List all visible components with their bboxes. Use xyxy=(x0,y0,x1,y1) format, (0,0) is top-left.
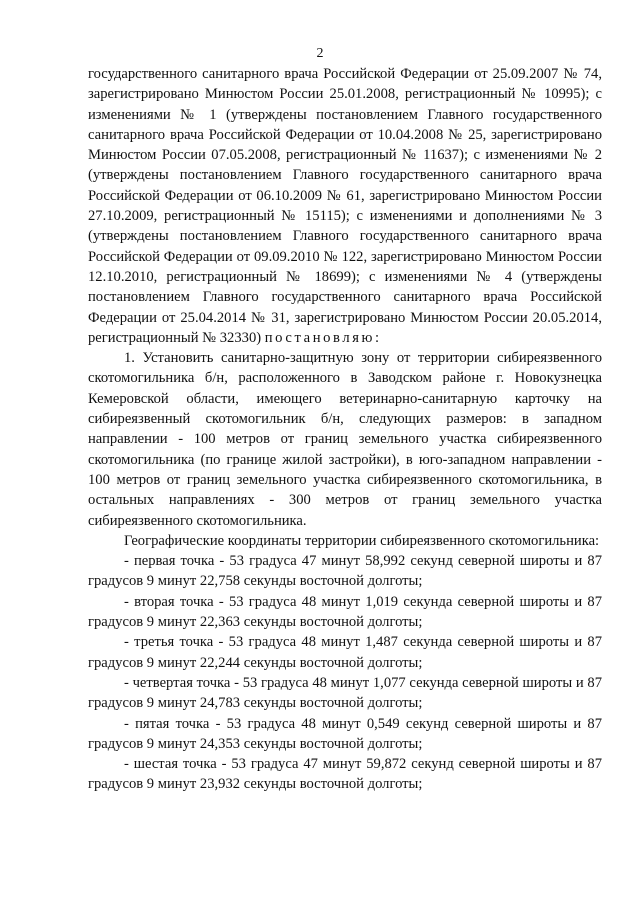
coordinate-point-4: - четвертая точка - 53 градуса 48 минут 1,077 секунда северной широты и 87 градусов 9 минут 24,783 секунды восточной долготы; xyxy=(88,674,602,712)
coordinate-point-3: - третья точка - 53 градуса 48 минут 1,487 секунда северной широты и 87 градусов 9 минут 22,244 секунды восточной долготы; xyxy=(88,634,602,671)
item-1-paragraph: 1. Установить санитарно-защитную зону от территории сибиреязвенного скотомогильника б/н, расположенного в Заводском районе г. Новокузнецка Кемеровской области, имеющего ветеринарно-санитарную карточку на сибиреязвенный скотомогильник б/н, следующих размеров: в западном направлении - 100 метров от границ земельного участка сибиреязвенного скотомогильника (по границе жилой застройки), в юго-западном направлении - 100 метров от границ земельного участка сибиреязвенного скотомогильника, в остальных направлениях - 300 метров от границ земельного участка сибиреязвенного скотомогильника. xyxy=(88,350,602,529)
page-number: 2 xyxy=(316,46,324,61)
coordinate-point-5: - пятая точка - 53 градуса 48 минут 0,549 секунд северной широты и 87 градусов 9 минут 24,353 секунды восточной долготы; xyxy=(88,715,602,752)
coordinates-intro: Географические координаты территории сибиреязвенного скотомогильника: xyxy=(124,532,600,549)
resolve-word: постановляю: xyxy=(264,329,382,346)
intro-text: государственного санитарного врача Российской Федерации от 25.09.2007 № 74, зарегистрировано Минюстом России 25.01.2008, регистрационный № 10995); с изменениями № 1 (утверждены постановлением Главного государственного санитарного врача Российской Федерации от 10.04.2008 № 25, зарегистрировано Минюстом России 07.05.2008, регистрационный № 11637); с изменениями № 2 (утверждены постановлением Главного государственного санитарного врача Российской Федерации от 06.10.2009 № 61, зарегистрировано Минюстом России 27.10.2009, регистрационный № 15115); с изменениями и дополнениями № 3 (утверждены постановлением Главного государственного санитарного врача Российской Федерации от 09.09.2010 № 122, зарегистрировано Минюстом России 12.10.2010, регистрационный № 18699); с изменениями № 4 (утверждены постановлением Главного государственного санитарного врача Российской Федерации от 25.04.2014 № 31, зарегистрировано Минюстом России 20.05.2014, регистрационный № 32330) xyxy=(88,66,602,346)
intro-paragraph xyxy=(88,64,602,348)
coordinate-point-6: - шестая точка - 53 градуса 47 минут 59,872 секунд северной широты и 87 градусов 9 минут 23,932 секунды восточной долготы; xyxy=(88,756,602,793)
document-body xyxy=(88,64,602,795)
coordinate-point-1: - первая точка - 53 градуса 47 минут 58,992 секунд северной широты и 87 градусов 9 минут 22,758 секунды восточной долготы; xyxy=(88,553,602,590)
coordinate-point-2: - вторая точка - 53 градуса 48 минут 1,019 секунда северной широты и 87 градусов 9 минут 22,363 секунды восточной долготы; xyxy=(88,593,602,631)
